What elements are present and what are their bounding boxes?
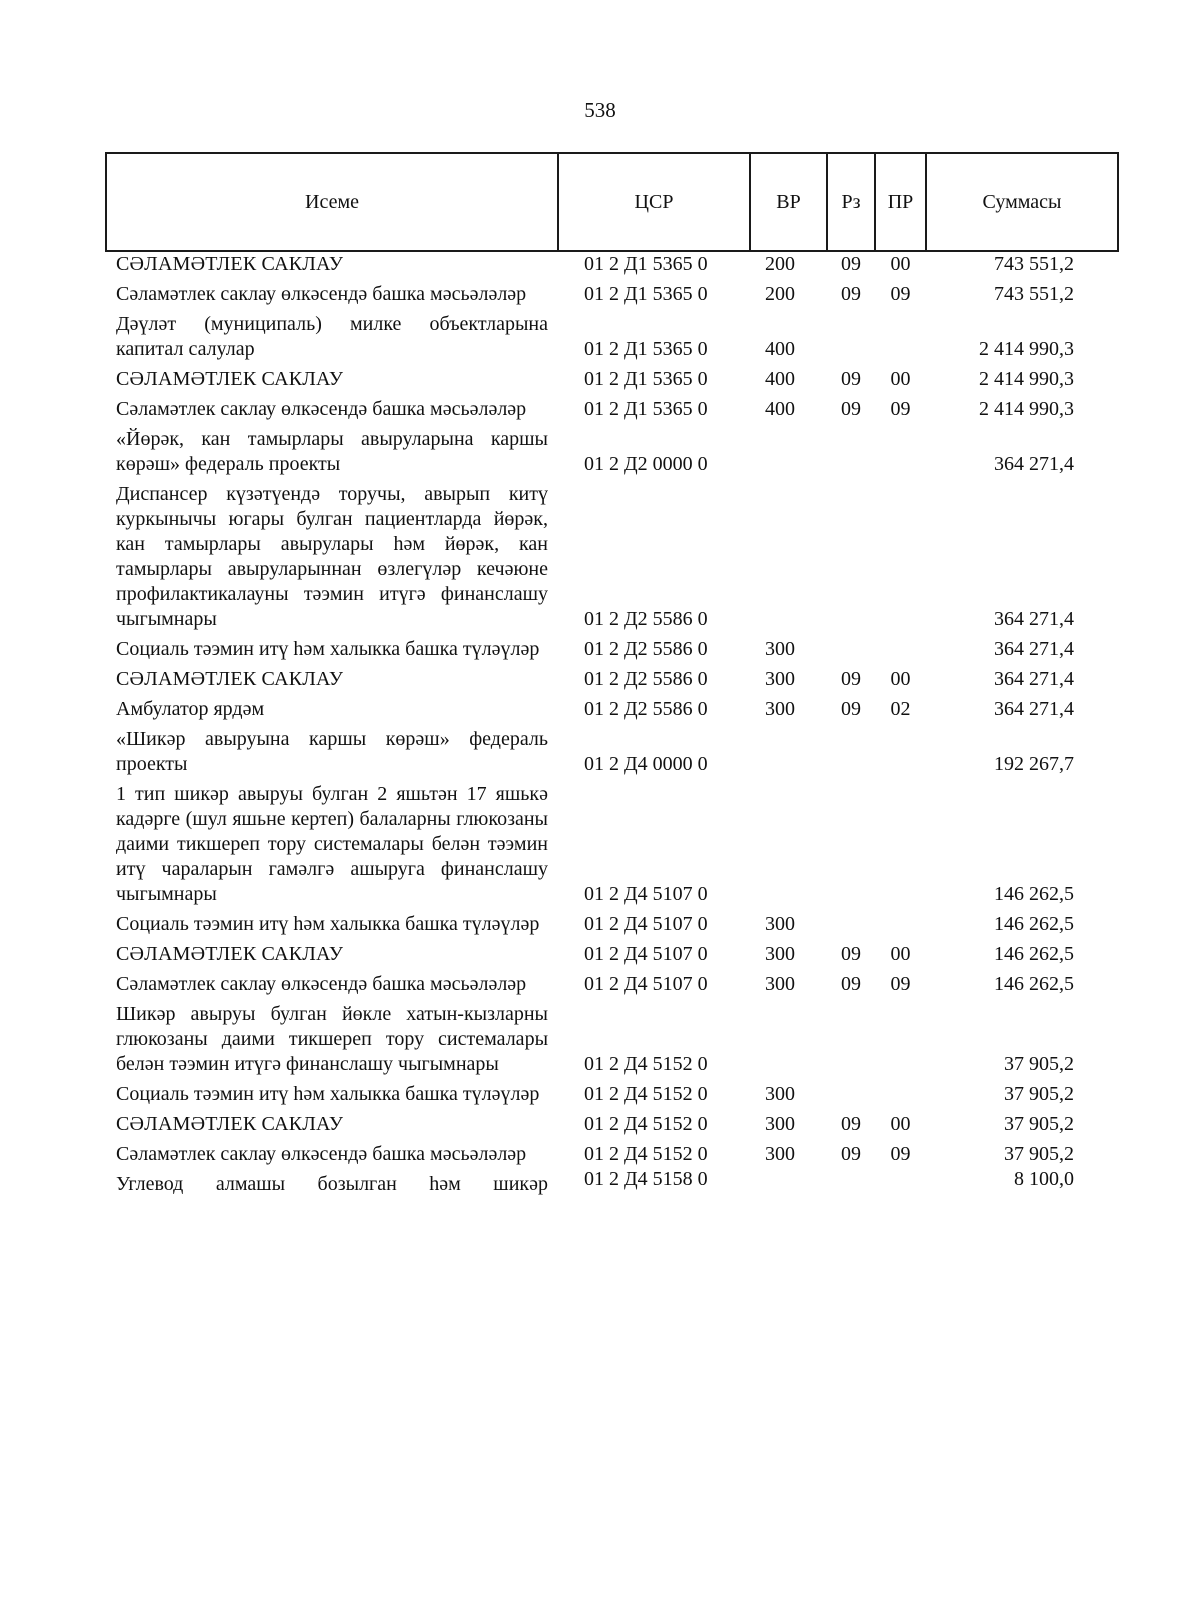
row-rz (827, 997, 875, 1077)
row-name: СӘЛАМӘТЛЕК САКЛАУ (116, 368, 344, 390)
row-rz (827, 722, 875, 777)
row-pr (875, 422, 926, 477)
row-rz (827, 307, 875, 362)
row-pr: 00 (890, 1113, 911, 1135)
table-row (106, 251, 1118, 277)
header-rz: Рз (827, 153, 875, 251)
row-pr: 00 (890, 668, 911, 690)
row-sum: 364 271,4 (994, 608, 1074, 630)
row-rz (827, 1077, 875, 1107)
row-pr (875, 1167, 926, 1197)
row-sum: 364 271,4 (994, 698, 1074, 720)
row-pr: 09 (890, 1143, 911, 1165)
row-sum: 364 271,4 (994, 453, 1074, 475)
row-csr: 01 2 Д4 5152 0 (584, 1053, 708, 1075)
row-name: 1 тип шикәр авыруы булган 2 яшьтән 17 яшькә кадәрге (шул яшьне кертеп) балаларны глюкозаны даими тикшереп тору системалары белән тәэмин итү чараларын гамәлгә ашыруга финанслашу чыгымнары (116, 783, 548, 905)
row-rz: 09 (841, 368, 861, 390)
row-vr: 200 (765, 283, 795, 305)
row-vr (750, 997, 827, 1077)
row-sum: 37 905,2 (1004, 1113, 1074, 1135)
row-vr: 200 (765, 253, 795, 275)
row-vr: 300 (765, 913, 795, 935)
table-row (106, 422, 1118, 477)
row-sum: 37 905,2 (1004, 1053, 1074, 1075)
row-pr (875, 722, 926, 777)
row-sum: 2 414 990,3 (979, 338, 1074, 360)
row-sum: 37 905,2 (1004, 1143, 1074, 1165)
row-sum: 192 267,7 (994, 753, 1074, 775)
table-row (106, 967, 1118, 997)
row-csr: 01 2 Д4 0000 0 (584, 753, 708, 775)
row-rz: 09 (841, 668, 861, 690)
row-pr (875, 477, 926, 632)
row-name: Дәүләт (муниципаль) милке объектларына капитал салулар (116, 313, 548, 360)
row-csr: 01 2 Д4 5152 0 (584, 1083, 708, 1105)
row-csr: 01 2 Д2 5586 0 (584, 668, 708, 690)
row-pr: 09 (890, 283, 911, 305)
row-csr: 01 2 Д2 0000 0 (584, 453, 708, 475)
row-rz: 09 (841, 253, 861, 275)
row-pr (875, 307, 926, 362)
table-row (106, 1137, 1118, 1167)
row-pr: 00 (890, 943, 911, 965)
row-sum: 37 905,2 (1004, 1083, 1074, 1105)
row-csr: 01 2 Д4 5152 0 (584, 1143, 708, 1165)
row-pr (875, 907, 926, 937)
row-pr: 02 (890, 698, 911, 720)
budget-table (105, 152, 1119, 1197)
table-row (106, 997, 1118, 1077)
row-pr: 09 (890, 973, 911, 995)
row-pr (875, 632, 926, 662)
table-row (106, 777, 1118, 907)
row-vr (750, 722, 827, 777)
row-rz: 09 (841, 698, 861, 720)
table-row (106, 632, 1118, 662)
table-row (106, 277, 1118, 307)
page-number: 538 (584, 98, 616, 122)
row-pr: 00 (890, 368, 911, 390)
row-vr: 300 (765, 638, 795, 660)
header-name: Исеме (106, 153, 558, 251)
table-row (106, 1167, 1118, 1197)
row-vr (750, 777, 827, 907)
row-vr: 400 (765, 338, 795, 360)
row-rz (827, 422, 875, 477)
row-csr: 01 2 Д1 5365 0 (584, 368, 708, 390)
row-sum: 743 551,2 (994, 283, 1074, 305)
table-row (106, 1107, 1118, 1137)
row-csr: 01 2 Д2 5586 0 (584, 698, 708, 720)
row-name: Социаль тәэмин итү һәм халыкка башка түләүләр (116, 638, 540, 660)
row-rz: 09 (841, 398, 861, 420)
row-name: Социаль тәэмин итү һәм халыкка башка түләүләр (116, 1083, 540, 1105)
table-body (106, 251, 1118, 1197)
row-name: Диспансер күзәтүендә торучы, авырып китү куркынычы югары булган пациентларда йөрәк, кан тамырлары авырулары һәм йөрәк, кан тамырлары авыруларыннан өзлегүләр кечәюне профилактикалауны тәэмин итүгә финанслашу чыгымнары (116, 483, 548, 630)
row-pr (875, 777, 926, 907)
row-vr: 300 (765, 973, 795, 995)
row-vr: 300 (765, 943, 795, 965)
row-vr: 300 (765, 1113, 795, 1135)
row-vr: 300 (765, 1143, 795, 1165)
row-vr (750, 477, 827, 632)
row-name: «Шикәр авыруына каршы көрәш» федераль проекты (116, 728, 548, 775)
row-csr: 01 2 Д1 5365 0 (584, 338, 708, 360)
row-rz: 09 (841, 1113, 861, 1135)
row-csr: 01 2 Д2 5586 0 (584, 638, 708, 660)
row-csr: 01 2 Д1 5365 0 (584, 398, 708, 420)
row-pr (875, 1077, 926, 1107)
row-rz (827, 632, 875, 662)
row-name: СӘЛАМӘТЛЕК САКЛАУ (116, 253, 344, 275)
row-name: «Йөрәк, кан тамырлары авыруларына каршы көрәш» федераль проекты (116, 428, 548, 475)
row-csr: 01 2 Д4 5107 0 (584, 973, 708, 995)
table-row (106, 392, 1118, 422)
row-csr: 01 2 Д2 5586 0 (584, 608, 708, 630)
row-csr: 01 2 Д4 5152 0 (584, 1113, 708, 1135)
row-vr (750, 1167, 827, 1197)
row-pr (875, 997, 926, 1077)
row-sum: 146 262,5 (994, 913, 1074, 935)
row-name: Социаль тәэмин итү һәм халыкка башка түләүләр (116, 913, 540, 935)
row-sum: 2 414 990,3 (979, 398, 1074, 420)
header-vr: ВР (750, 153, 827, 251)
table-row (106, 362, 1118, 392)
header-pr: ПР (875, 153, 926, 251)
row-sum: 146 262,5 (994, 943, 1074, 965)
table-header (106, 153, 1118, 251)
row-csr: 01 2 Д4 5107 0 (584, 943, 708, 965)
row-name: Углевод алмашы бозылган һәм шикәр (116, 1173, 548, 1195)
row-rz (827, 1167, 875, 1197)
row-rz: 09 (841, 973, 861, 995)
row-sum: 146 262,5 (994, 973, 1074, 995)
row-name: Сәламәтлек саклау өлкәсендә башка мәсьәләләр (116, 398, 527, 420)
row-name: Амбулатор ярдәм (116, 698, 265, 720)
table-row (106, 307, 1118, 362)
row-vr: 300 (765, 668, 795, 690)
header-row (106, 153, 1118, 251)
row-pr: 09 (890, 398, 911, 420)
row-csr: 01 2 Д1 5365 0 (584, 253, 708, 275)
row-vr: 400 (765, 368, 795, 390)
table-row (106, 722, 1118, 777)
row-name: Сәламәтлек саклау өлкәсендә башка мәсьәләләр (116, 1143, 527, 1165)
row-csr: 01 2 Д4 5107 0 (584, 883, 708, 905)
row-name: Сәламәтлек саклау өлкәсендә башка мәсьәләләр (116, 283, 527, 305)
row-sum: 364 271,4 (994, 638, 1074, 660)
table-row (106, 662, 1118, 692)
row-csr: 01 2 Д1 5365 0 (584, 283, 708, 305)
row-name: Сәламәтлек саклау өлкәсендә башка мәсьәләләр (116, 973, 527, 995)
row-sum: 364 271,4 (994, 668, 1074, 690)
row-rz: 09 (841, 1143, 861, 1165)
row-vr (750, 422, 827, 477)
table-row (106, 937, 1118, 967)
row-name: Шикәр авыруы булган йөкле хатын-кызларны глюкозаны даими тикшереп тору системалары белән тәэмин итүгә финанслашу чыгымнары (116, 1003, 548, 1075)
row-name: СӘЛАМӘТЛЕК САКЛАУ (116, 1113, 344, 1135)
row-rz (827, 907, 875, 937)
row-name: СӘЛАМӘТЛЕК САКЛАУ (116, 668, 344, 690)
table-row (106, 692, 1118, 722)
table-row (106, 477, 1118, 632)
row-csr: 01 2 Д4 5158 0 (584, 1168, 708, 1190)
row-vr: 300 (765, 1083, 795, 1105)
row-vr: 300 (765, 698, 795, 720)
row-csr: 01 2 Д4 5107 0 (584, 913, 708, 935)
row-sum: 2 414 990,3 (979, 368, 1074, 390)
row-name: СӘЛАМӘТЛЕК САКЛАУ (116, 943, 344, 965)
header-sum: Суммасы (926, 153, 1118, 251)
row-rz (827, 477, 875, 632)
row-pr: 00 (890, 253, 911, 275)
header-csr: ЦСР (558, 153, 750, 251)
row-rz: 09 (841, 283, 861, 305)
table-row (106, 1077, 1118, 1107)
row-sum: 8 100,0 (1014, 1168, 1074, 1190)
table-row (106, 907, 1118, 937)
row-sum: 146 262,5 (994, 883, 1074, 905)
row-rz (827, 777, 875, 907)
row-vr: 400 (765, 398, 795, 420)
row-rz: 09 (841, 943, 861, 965)
row-sum: 743 551,2 (994, 253, 1074, 275)
